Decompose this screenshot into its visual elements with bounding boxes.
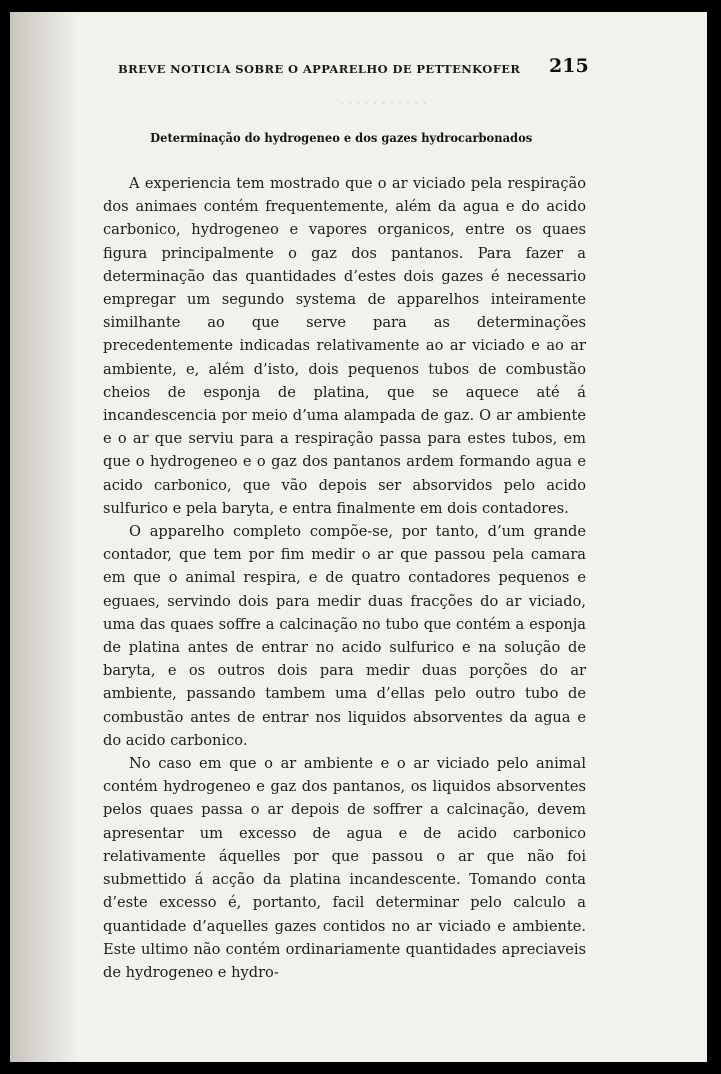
running-head: BREVE NOTICIA SOBRE O APPARELHO DE PETTENKOFER [118,62,521,76]
bleed-through-text: · · · · · · · · · · · [340,97,427,112]
paragraph: A experiencia tem mostrado que o ar viciado pela respiração dos animaes contém frequentemente, além da agua e do acido carbonico, hydrogeneo e vapores organicos, entre os quaes figura principalmente o gaz dos pantanos. Para fazer a determinação das quantidades d’estes dois gazes é necessario empregar um segundo systema de apparelhos inteiramente similhante ao que serve para as determinações precedentemente indicadas relativamente ao ar viciado e ao ar ambiente, e, além d’isto, dois pequenos tubos de combustão cheios de esponja de platina, que se aquece até á incandescencia por meio d’uma alampada de gaz. O ar ambiente e o ar que serviu para a respiração passa para estes tubos, em que o hydrogeneo e o gaz dos pantanos ardem formando agua e acido carbonico, que vão depois ser absorvidos pelo acido sulfurico e pela baryta, e entra finalmente em dois contadores. [103,175,586,517]
page-number: 215 [549,55,589,77]
section-title: Determinação do hydrogeneo e dos gazes hydrocarbonados [150,130,533,145]
document-page [10,12,707,1062]
paragraph: O apparelho completo compõe-se, por tanto, d’um grande contador, que tem por fim medir o ar que passou pela camara em que o animal respira, e de quatro contadores pequenos e eguaes, servindo dois para medir duas fracções do ar viciado, uma das quaes soffre a calcinação no tubo que contém a esponja de platina antes de entrar no acido sulfurico e na solução de baryta, e os outros dois para medir duas porções do ar ambiente, passando tambem uma d’ellas pelo outro tubo de combustão antes de entrar nos liquidos absorventes da agua e do acido carbonico. [103,523,586,749]
body-text [103,172,586,984]
paragraph: No caso em que o ar ambiente e o ar viciado pelo animal contém hydrogeneo e gaz dos pantanos, os liquidos absorventes pelos quaes passa o ar depois de soffrer a calcinação, devem apresentar um excesso de agua e de acido carbonico relativamente áquelles por que passou o ar que não foi submettido á acção da platina incandescente. Tomando conta d’este excesso é, portanto, facil determinar pelo calculo a quantidade d’aquelles gazes contidos no ar viciado e ambiente. Este ultimo não contém ordinariamente quantidades apreciaveis de hydrogeneo e hydro- [103,755,586,981]
